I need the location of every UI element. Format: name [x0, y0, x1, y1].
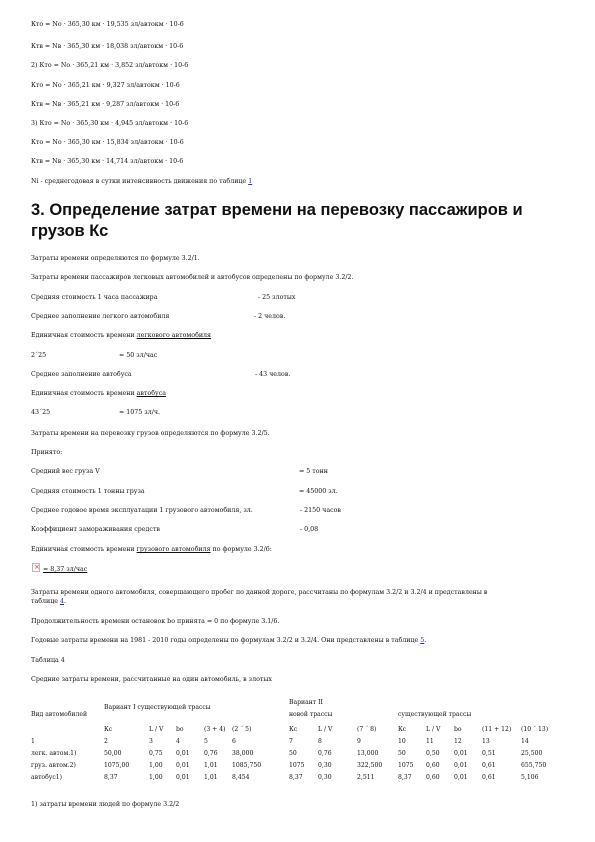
calc-left: 43´25: [31, 409, 51, 416]
table-row-label: груз. автом.2): [31, 762, 76, 769]
formula-line: Ктв = Nв · 365,30 км · 14,714 зл/автокм · 10-6: [31, 158, 184, 165]
formula-line: Ктв = Nв · 365,30 км · 18,038 зл/автокм · 10-6: [31, 43, 184, 50]
table-header: существующей трассы: [398, 711, 472, 718]
table-cell: 655,750: [521, 762, 547, 769]
paragraph: Затраты времени пассажиров легковых автомобилей и автобусов определены по формуле 3.2/2.: [31, 274, 354, 281]
table-cell: 0,01: [176, 774, 190, 781]
table-cell: 322,500: [357, 762, 383, 769]
table-cell: 0,50: [426, 750, 440, 757]
table-cell: 1085,750: [232, 762, 262, 769]
table-cell: 25,500: [521, 750, 543, 757]
formula-line: Кто = Nо · 365,30 км · 15,834 зл/автокм · 10-6: [31, 139, 184, 146]
table-col-number: 6: [232, 738, 236, 745]
table-row-label: легк. автом.1): [31, 750, 77, 757]
table-cell: 0,51: [482, 750, 496, 757]
table-cell: 0,01: [454, 762, 468, 769]
formula-line: Кто = Nо · 365,21 км · 9,327 зл/автокм · 10-6: [31, 82, 180, 89]
table-cell: 1075: [289, 762, 305, 769]
formula-line: 2) Кто = Nо · 365,21 км · 3,852 зл/автокм · 10-6: [31, 62, 189, 69]
footnote: 1) затраты времени людей по формуле 3.2/2: [31, 801, 180, 808]
formula-line: Ктв = Nв · 365,21 км · 9,287 зл/автокм · 10-6: [31, 101, 180, 108]
paragraph: Единичная стоимость времени автобуса: [31, 390, 166, 397]
formula-line: 3) Кто = Nо · 365,30 км · 4,945 зл/автокм · 10-6: [31, 120, 189, 127]
table-col-header: (7 ´ 8): [357, 726, 377, 733]
table-col-number: 9: [357, 738, 361, 745]
table-cell: 50,00: [104, 750, 122, 757]
table-col-header: (10 ´ 13): [521, 726, 549, 733]
table-cell: 0,01: [176, 750, 190, 757]
table-col-header: (3 + 4): [204, 726, 226, 733]
table-cell: 0,75: [149, 750, 163, 757]
table-cell: 0,01: [454, 774, 468, 781]
table-cell: 0,60: [426, 774, 440, 781]
param-label: Средний вес груза V: [31, 468, 100, 475]
table-col-header: Кс: [289, 726, 298, 733]
formula-line: Кто = Nо · 365,30 км · 19,535 зл/автокм · 10-6: [31, 21, 184, 28]
table-cell: 1075: [398, 762, 414, 769]
table-cell: 50: [398, 750, 406, 757]
param-label: Средняя стоимость 1 тонны груза: [31, 488, 145, 495]
table-cell: 1075,00: [104, 762, 130, 769]
paragraph: Принято:: [31, 449, 63, 456]
broken-image-icon: [32, 563, 40, 572]
calc-right: = 1075 зл/ч.: [119, 409, 161, 416]
param-value: - 43 челов.: [255, 371, 291, 378]
traffic-note: Ni - среднегодовая в сутки интенсивность движения по таблице 1: [31, 178, 253, 185]
table-col-header: bо: [454, 726, 462, 733]
table-col-number: 7: [289, 738, 293, 745]
table-cell: 0,30: [318, 762, 332, 769]
calc-right: = 50 зл/час: [119, 352, 158, 359]
param-value: - 2 челов.: [254, 313, 286, 320]
table-header: Вариант I существующей трассы: [104, 704, 211, 711]
table-header: Вид автомобилей: [31, 711, 88, 718]
table-cell: 8,37: [289, 774, 303, 781]
table-cell: 1,00: [149, 774, 163, 781]
table-col-number: 3: [149, 738, 153, 745]
table-header: новой трассы: [289, 711, 333, 718]
paragraph: Затраты времени одного автомобиля, совершающего пробег по данной дороге, рассчитаны по формулам 3.2/2 и 3.2/4 и представлены в: [31, 589, 488, 596]
table-cell: 0,01: [176, 762, 190, 769]
paragraph: Годовые затраты времени на 1981 - 2010 годы определены по формулам 3.2/2 и 3.2/4. Они представлены в таблице 5.: [31, 637, 427, 644]
table-col-number: 12: [454, 738, 462, 745]
table-cell: 1,00: [149, 762, 163, 769]
table-cell: 0,01: [454, 750, 468, 757]
table-cell: 8,37: [398, 774, 412, 781]
table-col-number: 11: [426, 738, 434, 745]
calc-left: 2´25: [31, 352, 47, 359]
table-cell: 0,30: [318, 774, 332, 781]
table-col-number: 4: [176, 738, 180, 745]
param-label: Коэффициент замораживания средств: [31, 526, 160, 533]
table-5-link[interactable]: 5: [420, 637, 425, 644]
table-cell: 1,01: [204, 774, 218, 781]
table-4-link[interactable]: 4: [60, 598, 65, 605]
param-label: Среднее заполнение автобуса: [31, 371, 132, 378]
table-cell: 0,61: [482, 762, 496, 769]
param-value: - 25 злотых: [258, 294, 296, 301]
section-heading: 3. Определение затрат времени на перевозку пассажиров и грузов Кс: [31, 201, 523, 240]
table-cell: 8,454: [232, 774, 250, 781]
table-col-header: bо: [176, 726, 184, 733]
paragraph: Продолжительность времени остановок bо принята = 0 по формуле 3.1/6.: [31, 618, 280, 625]
param-label: Среднее заполнение легкого автомобиля: [31, 313, 170, 320]
table-col-number: 2: [104, 738, 108, 745]
param-label: Средняя стоимость 1 часа пассажира: [31, 294, 158, 301]
table-col-number: 8: [318, 738, 322, 745]
paragraph: Затраты времени определяются по формуле 3.2/1.: [31, 255, 200, 262]
table-col-header: L / V: [149, 726, 164, 733]
table-cell: 5,106: [521, 774, 539, 781]
table-title: Средние затраты времени, рассчитанные на один автомобиль, в злотых: [31, 676, 272, 683]
table-cell: 50: [289, 750, 297, 757]
paragraph: Единичная стоимость времени легкового автомобиля: [31, 332, 212, 339]
table-col-number: 1: [31, 738, 35, 745]
table-cell: 0,76: [204, 750, 218, 757]
table-col-number: 5: [204, 738, 208, 745]
table-cell: 2,511: [357, 774, 375, 781]
table-col-number: 10: [398, 738, 406, 745]
table-col-header: (2 ´ 5): [232, 726, 252, 733]
table-col-header: L / V: [318, 726, 333, 733]
table-row-label: автобус1): [31, 774, 63, 781]
table-cell: 0,60: [426, 762, 440, 769]
table-col-number: 14: [521, 738, 529, 745]
paragraph: Затраты времени на перевозку грузов определяются по формуле 3.2/5.: [31, 430, 270, 437]
table-1-link[interactable]: 1: [248, 178, 253, 185]
table-col-header: Кс: [104, 726, 113, 733]
table-col-header: (11 + 12): [482, 726, 512, 733]
table-caption: Таблица 4: [31, 657, 65, 664]
table-col-header: L / V: [426, 726, 441, 733]
table-cell: 0,76: [318, 750, 332, 757]
param-value: - 0,08: [300, 526, 319, 533]
table-cell: 8,37: [104, 774, 118, 781]
paragraph: таблице 4.: [31, 598, 67, 605]
table-cell: 0,61: [482, 774, 496, 781]
param-value: = 45000 зл.: [299, 488, 338, 495]
table-col-header: Кс: [398, 726, 407, 733]
paragraph: Единичная стоимость времени грузового автомобиля по формуле 3.2/6:: [31, 546, 272, 553]
table-cell: 1,01: [204, 762, 218, 769]
table-cell: 13,000: [357, 750, 379, 757]
table-col-number: 13: [482, 738, 490, 745]
param-value: = 5 тонн: [299, 468, 328, 475]
param-label: Среднее годовое время эксплуатации 1 грузового автомобиля, зл.: [31, 507, 253, 514]
calc-truck: = 8,37 зл/час: [43, 566, 88, 573]
table-header: Вариант II: [289, 699, 323, 706]
param-value: - 2150 часов: [300, 507, 341, 514]
table-cell: 38,000: [232, 750, 254, 757]
